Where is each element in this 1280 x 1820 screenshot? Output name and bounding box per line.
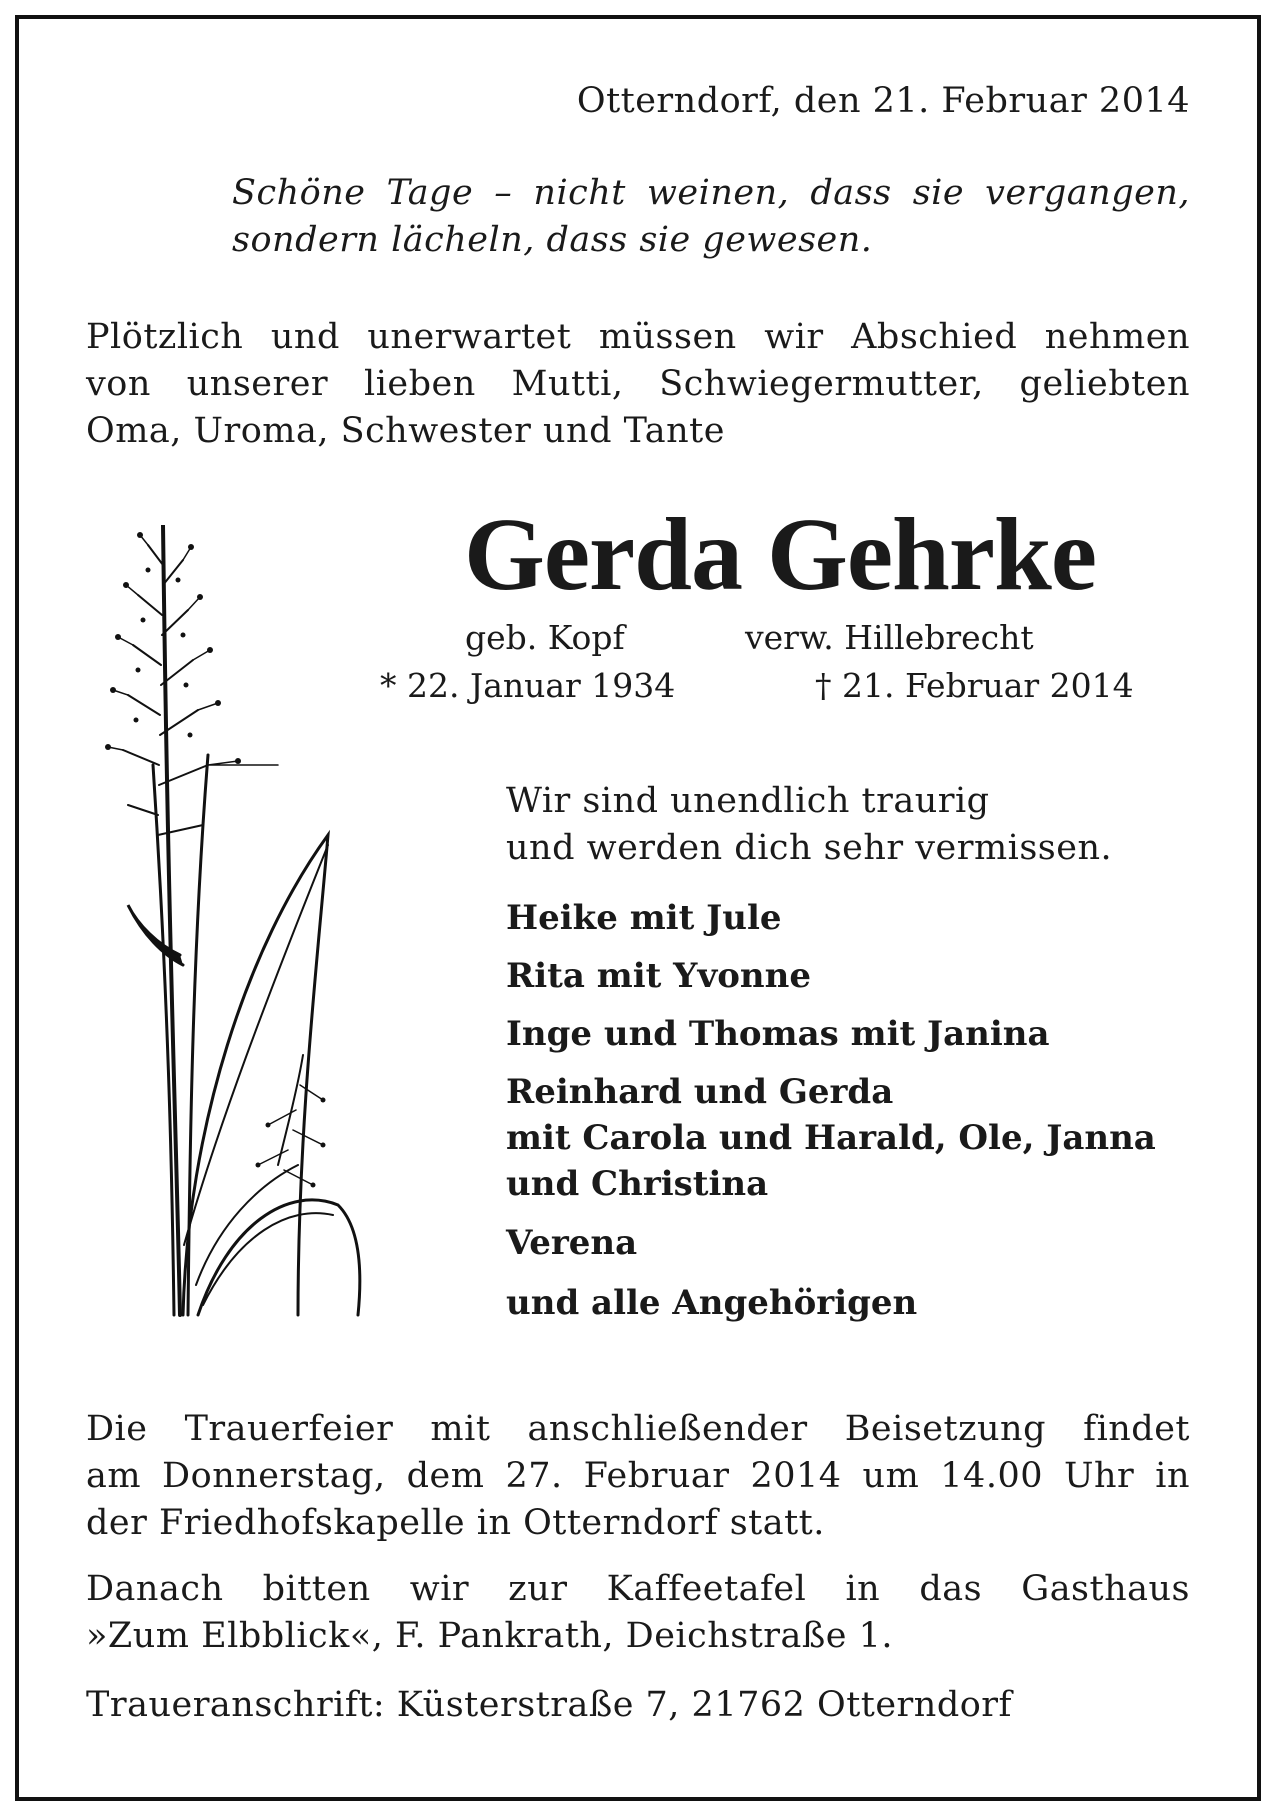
funeral-info [86,1406,1190,1547]
birth-date: * 22. Januar 1934 [380,666,676,705]
intro-line-2: von unserer lieben Mutti, Schwiegermutter, geliebten [86,364,1190,404]
sadness-text [506,778,1206,872]
widowed-name: verw. Hillebrecht [745,618,1034,657]
place-date: Otterndorf, den 21. Februar 2014 [576,81,1190,121]
funeral-line-2: am Donnerstag, dem 27. Februar 2014 um 14.00 Uhr in [86,1456,1190,1496]
intro-line-3: Oma, Uroma, Schwester und Tante [86,411,725,451]
motto-line-2: sondern lächeln, dass sie gewesen. [232,220,873,260]
funeral-line-1: Die Trauerfeier mit anschließender Beisetzung findet [86,1409,1190,1449]
mourner-4-line-2: mit Carola und Harald, Ole, Janna [506,1118,1156,1158]
mourner-3: Inge und Thomas mit Janina [506,1014,1050,1054]
funeral-line-3: der Friedhofskapelle in Otterndorf statt. [86,1503,825,1543]
motto-line-1: Schöne Tage – nicht weinen, dass sie vergangen, [232,173,1190,213]
intro-line-1: Plötzlich und unerwartet müssen wir Abschied nehmen [86,317,1190,357]
mourning-address: Traueranschrift: Küsterstraße 7, 21762 Otterndorf [86,1685,1012,1725]
grass-illustration-icon [88,525,378,1325]
death-date: † 21. Februar 2014 [815,666,1134,705]
maiden-name: geb. Kopf [465,618,625,657]
intro-paragraph [86,314,1190,455]
coffee-line-1: Danach bitten wir zur Kaffeetafel in das Gasthaus [86,1569,1190,1609]
mourner-2: Rita mit Yvonne [506,956,811,996]
mourner-5: Verena [506,1223,638,1263]
sadness-line-1: Wir sind unendlich traurig [506,781,990,821]
mourner-6: und alle Angehörigen [506,1283,918,1323]
mourner-1: Heike mit Jule [506,898,782,938]
sadness-line-2: und werden dich sehr vermissen. [506,828,1113,868]
coffee-line-2: »Zum Elbblick«, F. Pankrath, Deichstraße 1. [86,1616,893,1656]
motto-quote [232,170,1190,264]
coffee-info [86,1566,1190,1660]
mourner-4 [506,1069,1206,1207]
mourner-4-line-3: und Christina [506,1164,769,1204]
mourner-4-line-1: Reinhard und Gerda [506,1072,894,1112]
deceased-name: Gerda Gehrke [463,497,1097,612]
